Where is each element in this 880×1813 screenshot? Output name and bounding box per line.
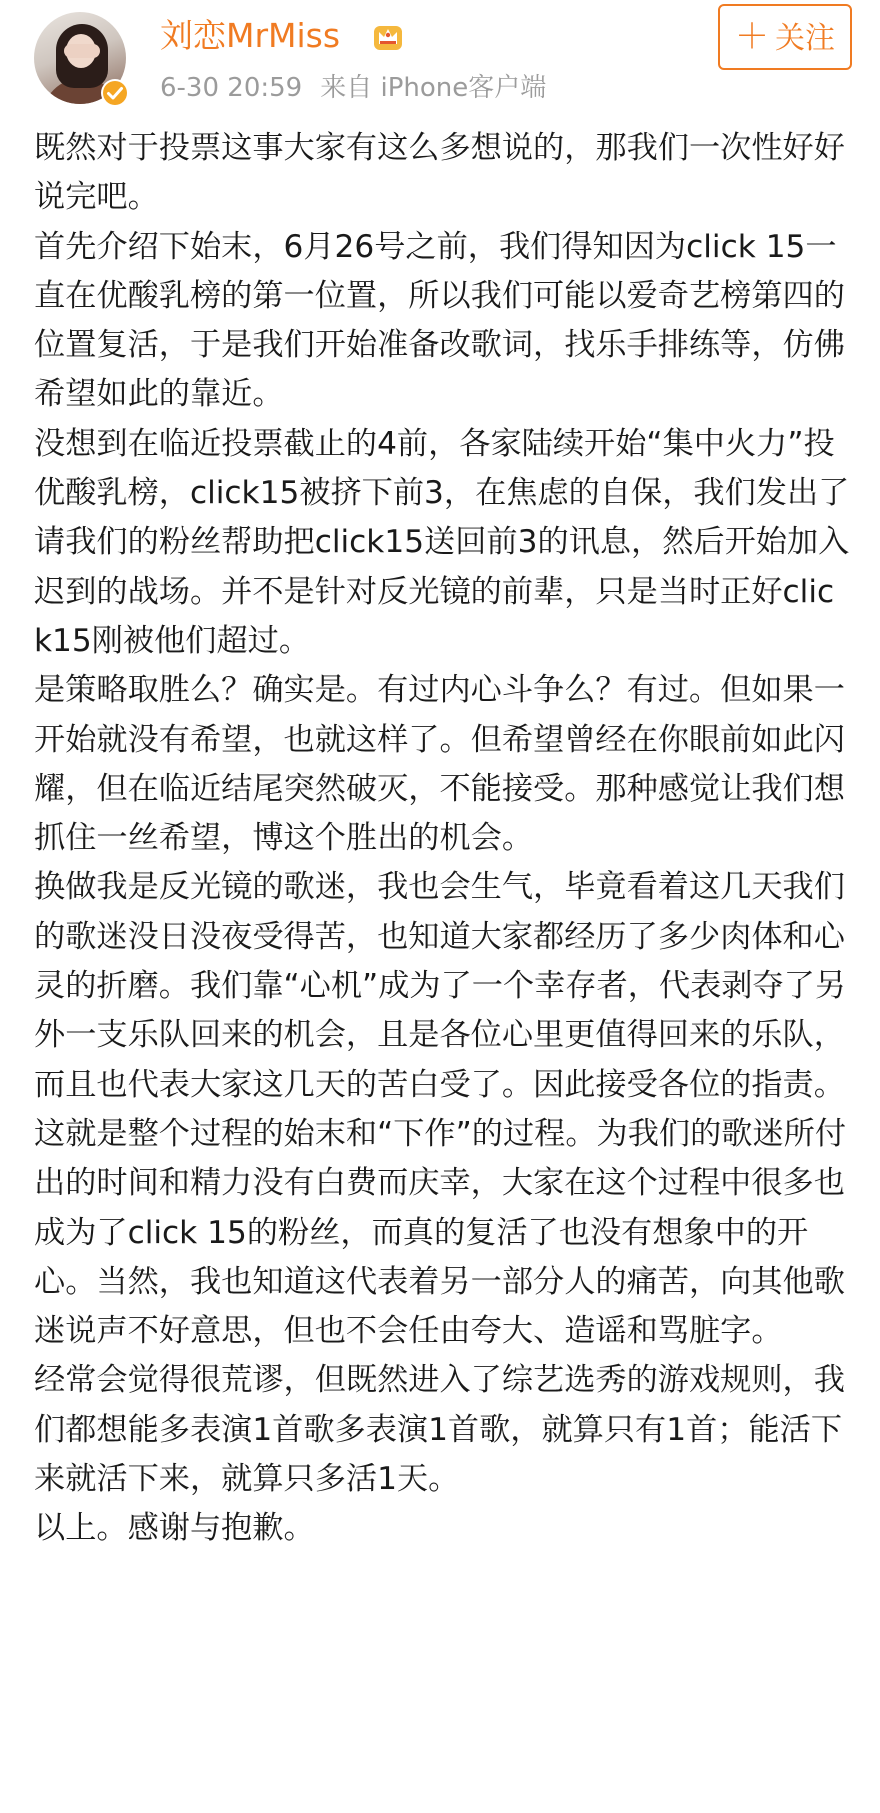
avatar-hand [64, 44, 100, 58]
post-paragraph: 以上。感谢与抱歉。 [34, 1510, 315, 1547]
post-paragraph: 既然对于投票这事大家有这么多想说的，那我们一次性好好说完吧。 [34, 130, 845, 216]
post-source[interactable]: 来自 iPhone客户端 [320, 73, 547, 103]
post-timestamp: 6-30 20:59 [160, 73, 303, 103]
crown-icon[interactable] [370, 18, 406, 54]
author-avatar-wrapper[interactable] [34, 12, 130, 108]
verified-badge-icon [100, 78, 130, 108]
author-name[interactable]: 刘恋MrMiss [160, 16, 341, 55]
post-header [0, 0, 880, 120]
post-paragraph: 没想到在临近投票截止的4前，各家陆续开始“集中火力”投优酸乳榜，click15被挤下前3，在焦虑的自保，我们发出了请我们的粉丝帮助把click15送回前3的讯息，然后开始加入迟到的战场。并不是针对反光镜的前辈，只是当时正好click15刚被他们超过。 [34, 425, 850, 659]
follow-label: 关注 [775, 21, 835, 56]
post-paragraph: 是策略取胜么？确实是。有过内心斗争么？有过。但如果一开始就没有希望，也就这样了。但希望曾经在你眼前如此闪耀，但在临近结尾突然破灭，不能接受。那种感觉让我们想抓住一丝希望，博这个胜出的机会。 [34, 672, 845, 857]
post-paragraph: 这就是整个过程的始末和“下作”的过程。为我们的歌迷所付出的时间和精力没有白费而庆幸，大家在这个过程中很多也成为了click 15的粉丝，而真的复活了也没有想象中的开心。当然，我也知道这代表着另一部分人的痛苦，向其他歌迷说声不好意思，但也不会任由夸大、造谣和骂脏字。 [34, 1115, 847, 1350]
plus-icon: ＋ [735, 17, 769, 57]
post-paragraph: 换做我是反光镜的歌迷，我也会生气，毕竟看着这几天我们的歌迷没日没夜受得苦，也知道大家都经历了多少肉体和心灵的折磨。我们靠“心机”成为了一个幸存者，代表剥夺了另外一支乐队回来的机会，且是各位心里更值得回来的乐队，而且也代表大家这几天的苦白受了。因此接受各位的指责。 [34, 869, 847, 1103]
post-meta [160, 70, 564, 106]
follow-button[interactable] [718, 4, 852, 70]
post-paragraph: 经常会觉得很荒谬，但既然进入了综艺选秀的游戏规则，我们都想能多表演1首歌多表演1首歌，就算只有1首；能活下来就活下来，就算只多活1天。 [34, 1362, 845, 1498]
post-body [34, 124, 852, 1554]
post-paragraph: 首先介绍下始末，6月26号之前，我们得知因为click 15一直在优酸乳榜的第一位置，所以我们可能以爱奇艺榜第四的位置复活，于是我们开始准备改歌词，找乐手排练等，仿佛希望如此的靠近。 [34, 228, 845, 413]
